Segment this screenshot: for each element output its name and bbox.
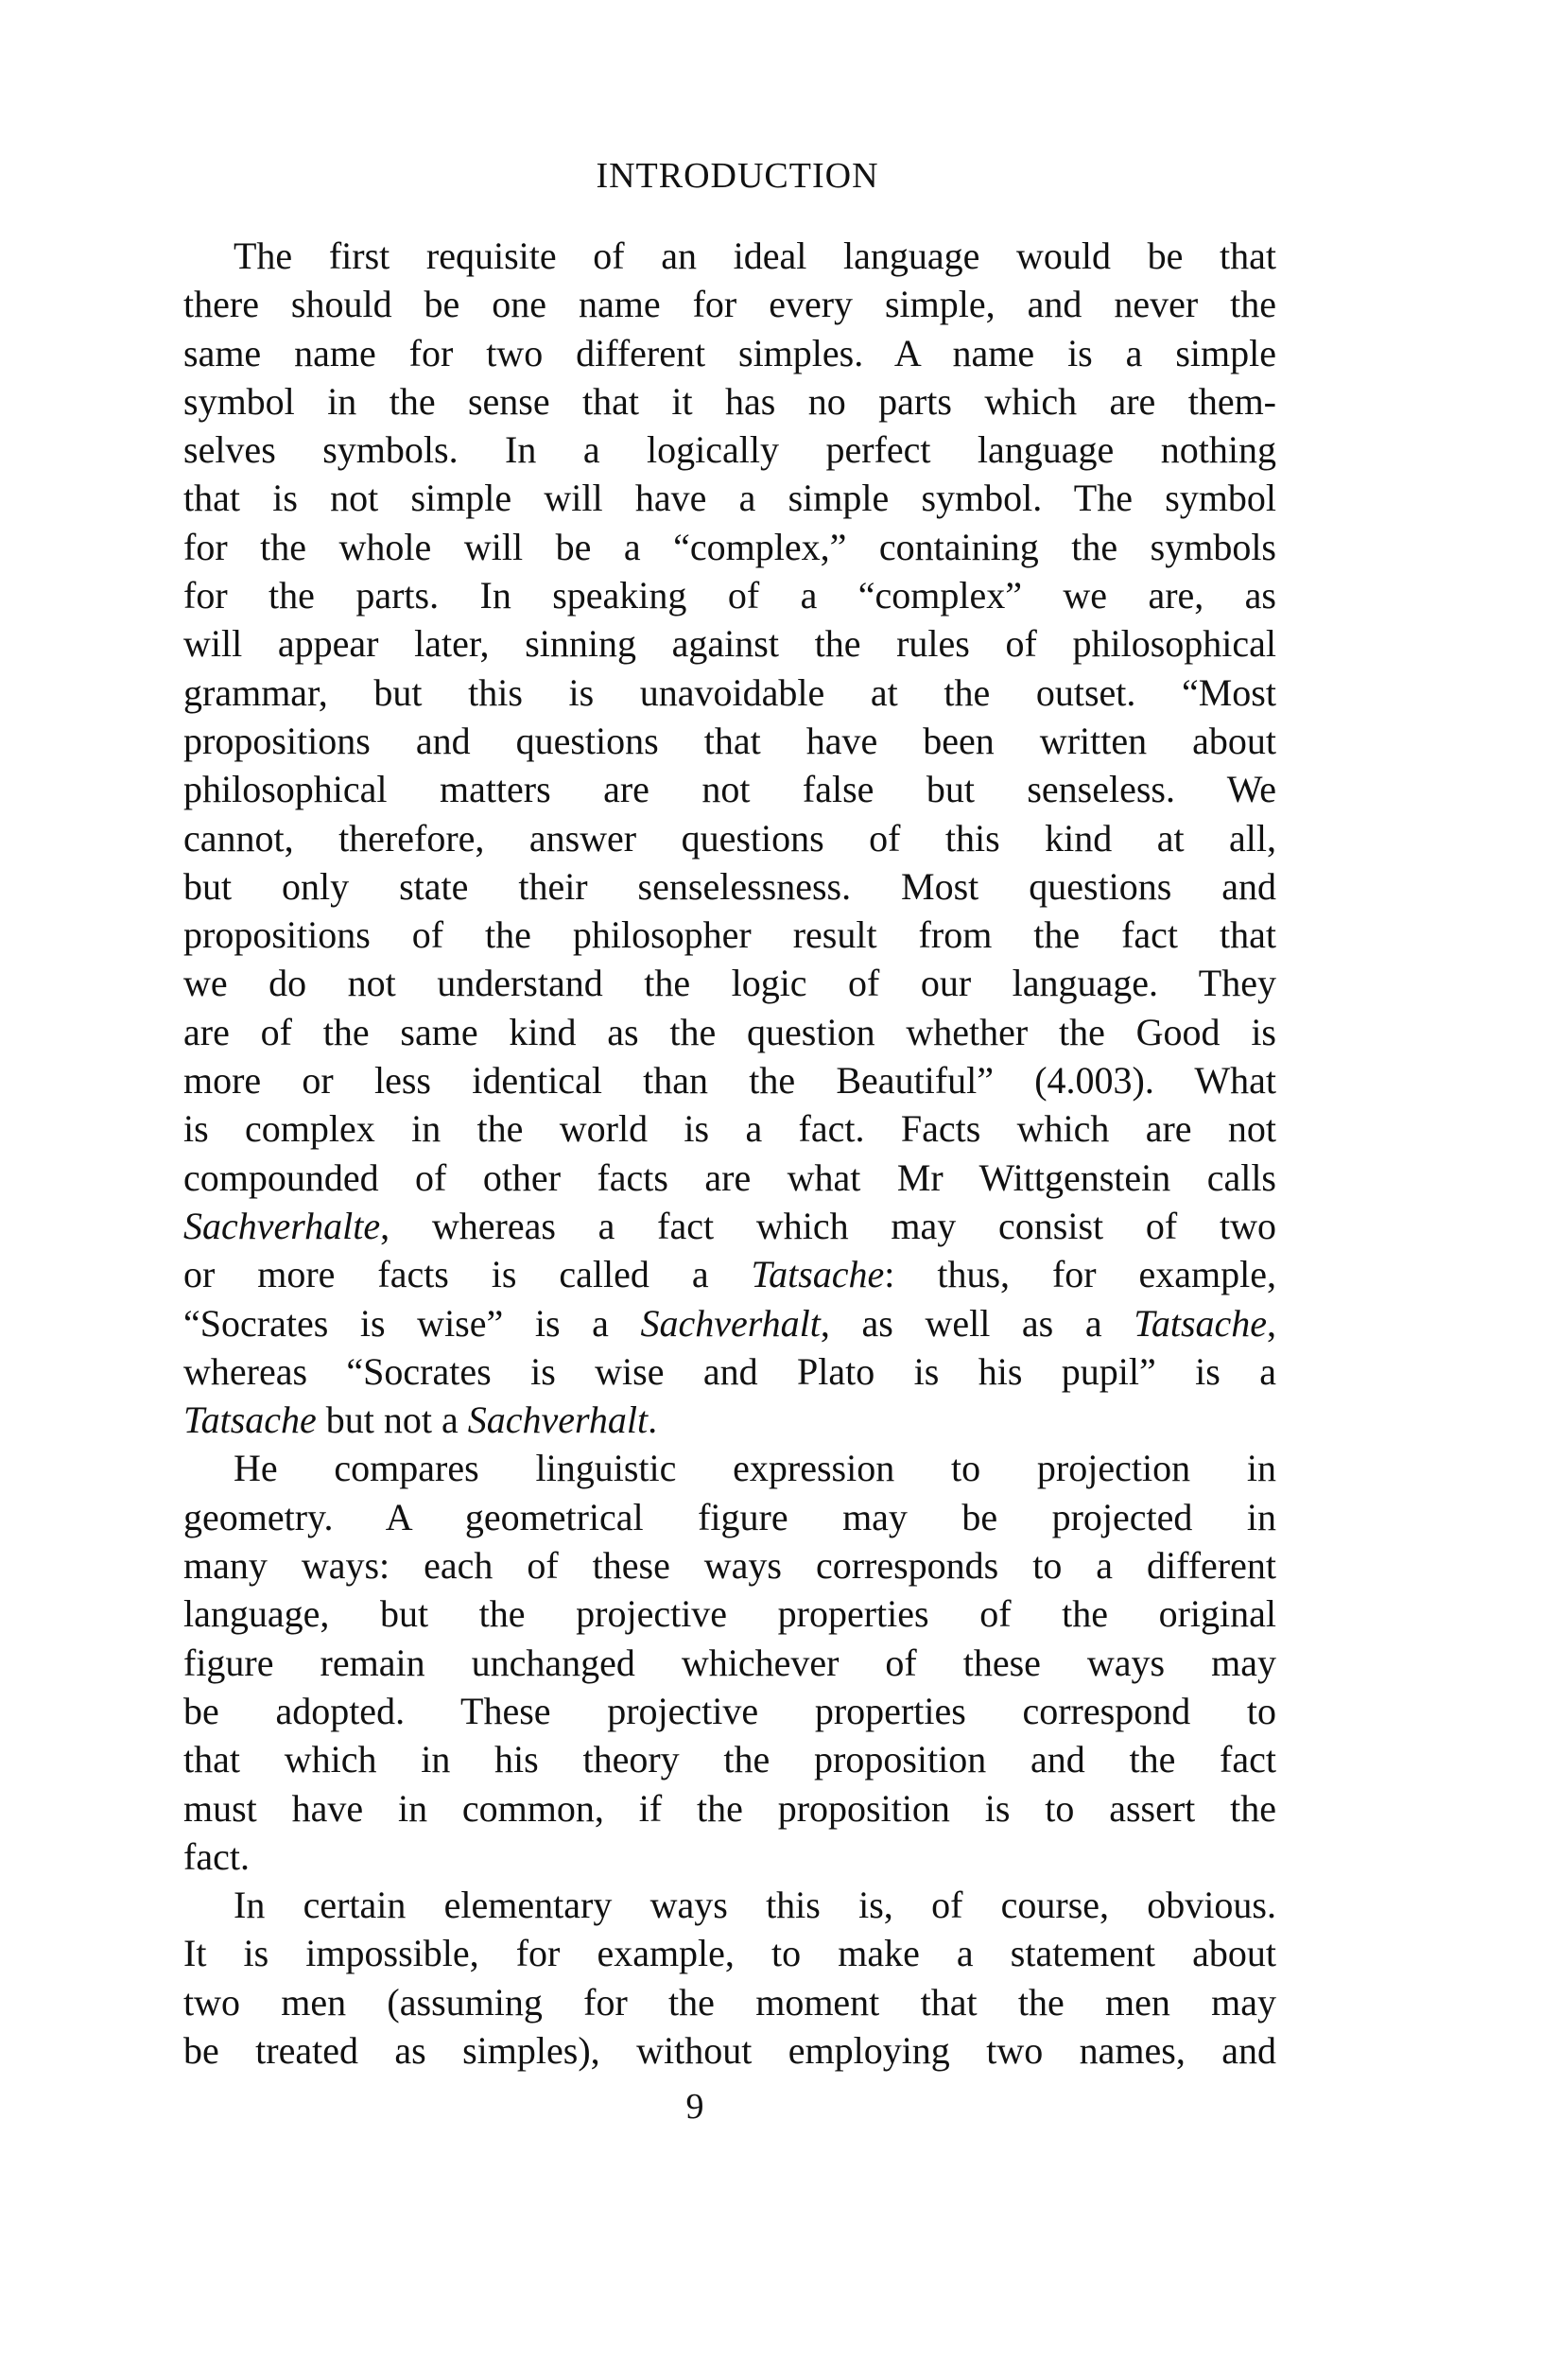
text-segment: that is not simple will have a simple symbol. The symbol bbox=[183, 477, 1276, 520]
text-segment: “Socrates is wise” is a bbox=[183, 1301, 641, 1345]
text-segment: are of the same kind as the question whether the Good is bbox=[183, 1010, 1276, 1053]
text-segment: but only state their senselessness. Most questions and bbox=[183, 864, 1276, 908]
text-line bbox=[183, 1929, 1276, 1977]
text-segment: be adopted. These projective properties correspond to bbox=[183, 1689, 1276, 1732]
text-segment: In certain elementary ways this is, of course, obvious. bbox=[234, 1884, 1276, 1927]
text-line bbox=[183, 1396, 1276, 1444]
body-text bbox=[183, 232, 1276, 2075]
text-line bbox=[183, 1444, 1276, 1492]
text-segment: selves symbols. In a logically perfect language nothing bbox=[183, 428, 1276, 472]
text-line bbox=[183, 1639, 1276, 1687]
text-line bbox=[183, 669, 1276, 717]
italic-term: Tatsache bbox=[183, 1398, 317, 1442]
text-segment: . bbox=[648, 1398, 658, 1442]
text-segment: compounded of other facts are what Mr Wittgenstein calls bbox=[183, 1155, 1276, 1199]
text-segment: The first requisite of an ideal language would be that bbox=[234, 235, 1276, 277]
text-segment: , whereas a fact which may consist of two bbox=[380, 1204, 1276, 1247]
text-line bbox=[183, 426, 1276, 474]
text-line bbox=[183, 1154, 1276, 1202]
text-segment: propositions and questions that have been written about bbox=[183, 719, 1276, 762]
text-segment: be treated as simples), without employing two names, and bbox=[183, 2028, 1276, 2072]
text-line bbox=[183, 619, 1276, 668]
text-line bbox=[183, 1590, 1276, 1638]
text-segment: same name for two different simples. A name is a simple bbox=[183, 331, 1276, 374]
text-line bbox=[183, 862, 1276, 911]
text-line bbox=[183, 1833, 1276, 1881]
italic-term: Tatsache bbox=[1134, 1301, 1268, 1345]
text-line bbox=[183, 1202, 1276, 1250]
text-line bbox=[183, 1735, 1276, 1783]
text-line bbox=[183, 571, 1276, 619]
text-line bbox=[183, 959, 1276, 1007]
text-line bbox=[183, 814, 1276, 862]
text-line bbox=[183, 329, 1276, 377]
text-segment: we do not understand the logic of our language. They bbox=[183, 962, 1276, 1005]
italic-term: Sachverhalt bbox=[640, 1301, 821, 1345]
text-segment: that which in his theory the proposition and the fact bbox=[183, 1738, 1276, 1781]
text-line bbox=[183, 2026, 1276, 2075]
text-line bbox=[183, 765, 1276, 813]
text-segment: propositions of the philosopher result from the fact that bbox=[183, 913, 1276, 957]
italic-term: Tatsache bbox=[751, 1253, 885, 1296]
text-segment: must have in common, if the proposition is to assert the bbox=[183, 1786, 1276, 1830]
text-segment: there should be one name for every simple, and never the bbox=[183, 283, 1276, 326]
text-segment: will appear later, sinning against the rules of philosophical bbox=[183, 622, 1276, 666]
text-line bbox=[183, 1104, 1276, 1153]
text-line bbox=[183, 280, 1276, 328]
text-line bbox=[183, 1881, 1276, 1929]
text-segment: language, but the projective properties of the original bbox=[183, 1592, 1276, 1636]
text-line bbox=[183, 1784, 1276, 1833]
text-line bbox=[183, 1541, 1276, 1590]
text-line bbox=[183, 232, 1276, 280]
text-line bbox=[183, 1008, 1276, 1056]
text-segment: two men (assuming for the moment that the men may bbox=[183, 1980, 1276, 2024]
text-segment: figure remain unchanged whichever of these ways may bbox=[183, 1641, 1276, 1684]
text-segment: is complex in the world is a fact. Facts which are not bbox=[183, 1107, 1276, 1151]
text-segment: whereas “Socrates is wise and Plato is his pupil” is a bbox=[183, 1349, 1276, 1393]
text-segment: philosophical matters are not false but senseless. We bbox=[183, 768, 1276, 811]
text-line bbox=[183, 474, 1276, 522]
text-segment: for the parts. In speaking of a “complex” we are, as bbox=[183, 574, 1276, 617]
text-segment: grammar, but this is unavoidable at the outset. “Most bbox=[183, 670, 1276, 714]
text-segment: It is impossible, for example, to make a statement about bbox=[183, 1932, 1276, 1975]
text-line bbox=[183, 1978, 1276, 2026]
text-segment: but not a bbox=[316, 1398, 468, 1442]
text-segment: He compares linguistic expression to projection in bbox=[234, 1447, 1276, 1490]
text-line bbox=[183, 911, 1276, 959]
text-segment: cannot, therefore, answer questions of this kind at all, bbox=[183, 816, 1276, 860]
text-line bbox=[183, 1347, 1276, 1396]
text-segment: geometry. A geometrical figure may be projected in bbox=[183, 1495, 1276, 1538]
text-line bbox=[183, 717, 1276, 765]
text-segment: symbol in the sense that it has no parts which are them- bbox=[183, 379, 1276, 423]
text-line bbox=[183, 523, 1276, 571]
text-line bbox=[183, 1250, 1276, 1298]
text-line bbox=[183, 377, 1276, 426]
text-segment: : thus, for example, bbox=[884, 1253, 1277, 1296]
italic-term: Sachverhalt bbox=[467, 1398, 649, 1442]
text-segment: , bbox=[1267, 1301, 1277, 1345]
text-segment: or more facts is called a bbox=[183, 1253, 752, 1296]
page-number: 9 bbox=[685, 2087, 704, 2127]
text-segment: , as well as a bbox=[820, 1301, 1134, 1345]
text-segment: fact. bbox=[183, 1834, 250, 1878]
text-line bbox=[183, 1056, 1276, 1104]
text-line bbox=[183, 1687, 1276, 1735]
page-heading: INTRODUCTION bbox=[596, 156, 879, 196]
text-line bbox=[183, 1493, 1276, 1541]
text-segment: more or less identical than the Beautiful” (4.003). What bbox=[183, 1059, 1276, 1103]
italic-term: Sachverhalte bbox=[183, 1204, 381, 1247]
text-segment: for the whole will be a “complex,” containing the symbols bbox=[183, 525, 1276, 568]
text-segment: many ways: each of these ways corresponds to a different bbox=[183, 1544, 1276, 1588]
text-line bbox=[183, 1299, 1276, 1347]
